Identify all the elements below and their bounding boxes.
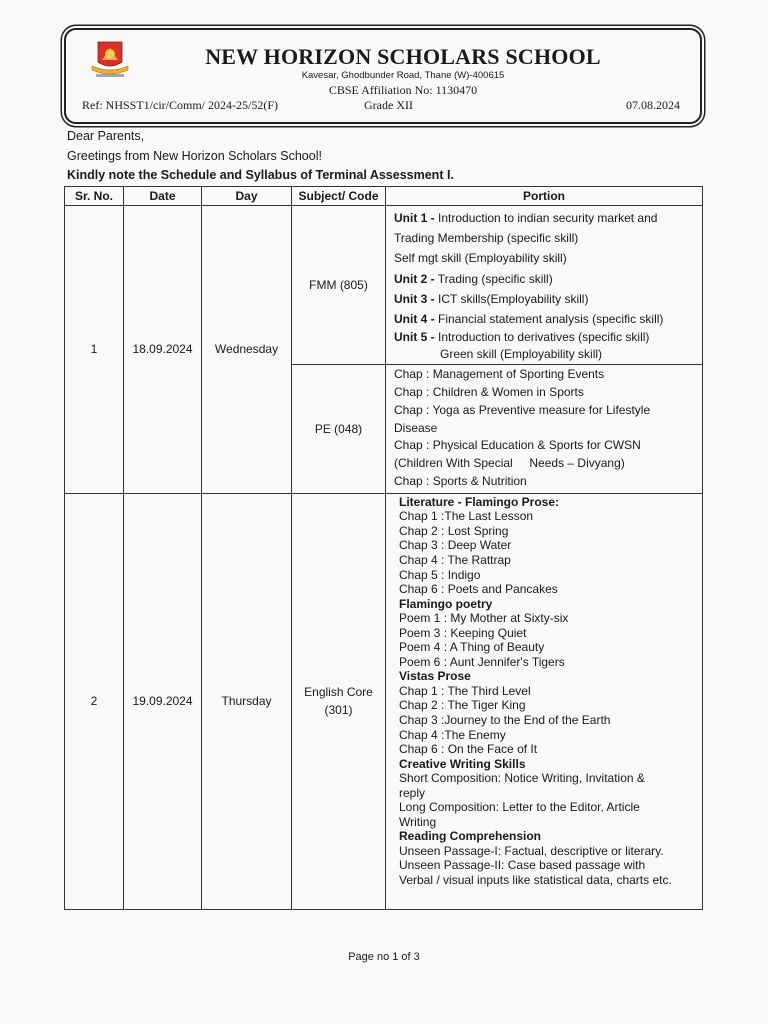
portion-cell xyxy=(386,493,703,909)
portion-line: Writing xyxy=(399,814,437,829)
portion-line: Poem 1 : My Mother at Sixty-six xyxy=(399,611,569,626)
exam-day: Wednesday xyxy=(202,206,292,494)
col-header-sr: Sr. No. xyxy=(65,187,124,206)
portion-line: reply xyxy=(399,785,426,800)
portion-line: Unseen Passage-I: Factual, descriptive or literary. xyxy=(399,843,664,858)
portion-line: Chap 3 :Journey to the End of the Earth xyxy=(399,713,611,727)
salutation: Dear Parents, xyxy=(67,129,145,143)
portion-cell xyxy=(386,365,703,494)
school-address: Kavesar, Ghodbunder Road, Thane (W)-400615 xyxy=(301,70,505,81)
portion-cell xyxy=(386,206,703,365)
col-header-date: Date xyxy=(124,187,202,206)
col-header-day: Day xyxy=(202,187,292,206)
portion-heading: Reading Comprehension xyxy=(399,829,542,844)
portion-line: Chap 1 :The Last Lesson xyxy=(399,509,534,524)
portion-line: Chap : Management of Sporting Events xyxy=(394,367,605,382)
portion-line: Chap : Children & Women in Sports xyxy=(394,385,584,400)
portion-heading: Flamingo poetry xyxy=(399,596,493,611)
portion-line: Chap : Yoga as Preventive measure for Lifestyle xyxy=(394,402,651,417)
portion-line: Verbal / visual inputs like statistical data, charts etc. xyxy=(399,873,672,888)
page-number: Page no 1 of 3 xyxy=(348,951,420,963)
exam-date: 18.09.2024 xyxy=(124,206,202,494)
portion-line: Poem 6 : Aunt Jennifer's Tigers xyxy=(399,654,565,669)
portion-heading: Creative Writing Skills xyxy=(399,756,526,771)
portion-line: Unit 3 - ICT skills(Employability skill) xyxy=(394,291,589,306)
affiliation-number: CBSE Affiliation No: 1130470 xyxy=(328,83,478,97)
portion-line: Chap 3 : Deep Water xyxy=(399,538,512,553)
schedule-table xyxy=(64,186,703,910)
letterhead xyxy=(64,28,702,124)
greeting: Greetings from New Horizon Scholars School! xyxy=(67,149,322,163)
table-row xyxy=(65,493,703,909)
portion-line: Poem 3 : Keeping Quiet xyxy=(399,625,527,640)
portion-line: Chap 6 : On the Face of It xyxy=(399,742,538,757)
portion-line: Disease xyxy=(394,420,438,435)
notice-line: Kindly note the Schedule and Syllabus of Terminal Assessment I. xyxy=(67,168,454,182)
portion-line: Long Composition: Letter to the Editor, Article xyxy=(399,800,640,815)
portion-line: Unit 5 - Introduction to derivatives (specific skill) xyxy=(394,330,650,345)
subject-code-number: (301) xyxy=(324,703,353,718)
col-header-portion: Portion xyxy=(386,187,703,206)
portion-heading: Literature - Flamingo Prose: xyxy=(399,494,560,509)
subject-name: English Core xyxy=(304,685,373,700)
col-header-subject: Subject/ Code xyxy=(292,187,386,206)
table-row xyxy=(65,206,703,365)
portion-line: Chap 6 : Poets and Pancakes xyxy=(399,582,558,597)
portion-line: Chap 2 : Lost Spring xyxy=(399,523,509,538)
portion-line: Chap 2 : The Tiger King xyxy=(399,698,526,713)
subject-code: PE (048) xyxy=(292,365,386,494)
reference-number: Ref: NHSST1/cir/Comm/ 2024-25/52(F) xyxy=(82,98,278,112)
school-name: NEW HORIZON SCHOLARS SCHOOL xyxy=(205,44,601,69)
grade-label: Grade XII xyxy=(364,98,413,112)
portion-line: (Children With Special Needs – Divyang) xyxy=(394,456,625,471)
portion-line: Chap : Sports & Nutrition xyxy=(394,474,527,488)
table-header-row xyxy=(65,187,703,206)
sr-number: 1 xyxy=(65,206,124,494)
portion-line: Unit 1 - Introduction to indian security market and xyxy=(394,211,658,225)
portion-line: Short Composition: Notice Writing, Invitation & xyxy=(399,771,645,786)
subject-code xyxy=(292,493,386,909)
portion-line: Chap : Physical Education & Sports for CWSN xyxy=(394,438,641,453)
portion-line: Self mgt skill (Employability skill) xyxy=(394,251,567,266)
portion-heading: Vistas Prose xyxy=(399,669,471,684)
portion-line: Chap 4 : The Rattrap xyxy=(399,552,511,567)
portion-line: Trading Membership (specific skill) xyxy=(394,231,579,246)
portion-line: Chap 4 :The Enemy xyxy=(399,727,506,742)
portion-line: Poem 4 : A Thing of Beauty xyxy=(399,640,545,655)
sr-number: 2 xyxy=(65,493,124,909)
portion-line: Unseen Passage-II: Case based passage with xyxy=(399,858,646,873)
subject-code: FMM (805) xyxy=(292,206,386,365)
portion-line: Chap 1 : The Third Level xyxy=(399,683,531,698)
exam-day: Thursday xyxy=(202,493,292,909)
portion-line: Chap 5 : Indigo xyxy=(399,567,481,582)
portion-line: Unit 2 - Trading (specific skill) xyxy=(394,271,553,286)
exam-date: 19.09.2024 xyxy=(124,493,202,909)
portion-line: Unit 4 - Financial statement analysis (specific skill) xyxy=(394,312,664,327)
portion-line: Green skill (Employability skill) xyxy=(440,347,603,362)
circular-date: 07.08.2024 xyxy=(626,98,680,112)
